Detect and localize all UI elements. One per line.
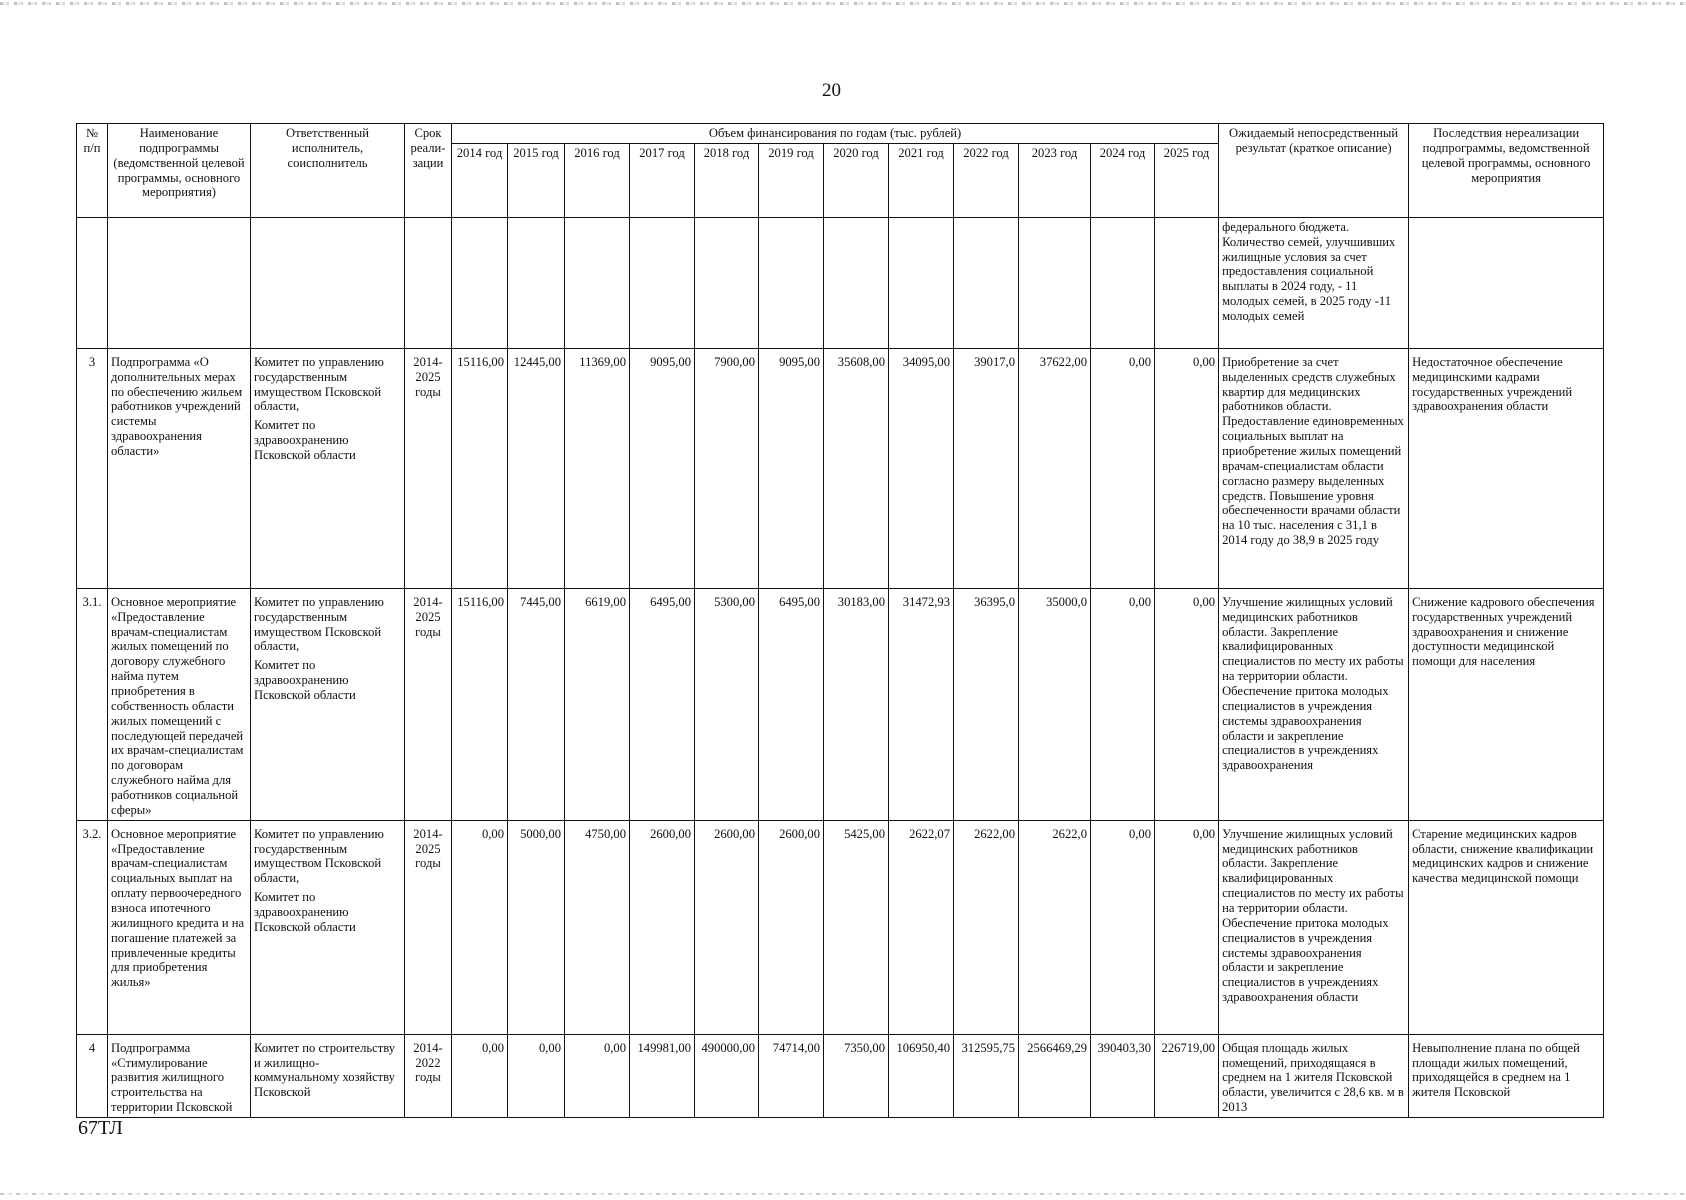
cell-result: Приобретение за счет выделенных средств служебных квартир для медицинских работников области. Предоставление единовременных социальных выплат на приобретение жилых помещений врачам-специалистам области согласно размеру выделенных средств. Повышение уровня обеспеченности врачами области на 10 тыс. населения с 31,1 в 2014 году до 38,9 в 2025 году (1219, 348, 1409, 588)
cell-value: 35000,0 (1019, 588, 1091, 820)
cell-value: 6495,00 (630, 588, 695, 820)
cell-value: 39017,0 (954, 348, 1019, 588)
cell-value (452, 217, 508, 348)
cell-consequences: Снижение кадрового обеспечения государственных учреждений здравоохранения и снижение доступности медицинской помощи для населения (1409, 588, 1604, 820)
cell-value: 0,00 (1155, 820, 1219, 1034)
cell-value: 490000,00 (695, 1034, 759, 1117)
cell-value: 0,00 (1091, 588, 1155, 820)
cell-value: 0,00 (565, 1034, 630, 1117)
executor-secondary: Комитет по здравоохранению Псковской области (254, 418, 356, 463)
cell-term (405, 217, 452, 348)
cell-result: Улучшение жилищных условий медицинских работников области. Закрепление квалифицированных специалистов по месту их работы на территории области. Обеспечение притока молодых специалистов в учреждения системы здравоохранения области и закрепление специалистов в учреждениях здравоохранения (1219, 588, 1409, 820)
cell-value: 30183,00 (824, 588, 889, 820)
cell-value: 0,00 (1091, 348, 1155, 588)
header-year: 2014 год (452, 143, 508, 217)
scan-edge-top (0, 2, 1686, 5)
header-term: Срок реали-зации (405, 124, 452, 218)
cell-num: 3 (77, 348, 108, 588)
cell-consequences: Старение медицинских кадров области, снижение квалификации медицинских кадров и снижение качества медицинской помощи (1409, 820, 1604, 1034)
cell-value (889, 217, 954, 348)
cell-value: 0,00 (1155, 348, 1219, 588)
table-row (77, 588, 1604, 820)
cell-value: 0,00 (508, 1034, 565, 1117)
cell-value: 15116,00 (452, 588, 508, 820)
header-year: 2018 год (695, 143, 759, 217)
cell-result: федерального бюджета. Количество семей, улучшивших жилищные условия за счет предоставления социальной выплаты в 2024 году, - 11 молодых семей, в 2025 году -11 молодых семей (1219, 217, 1409, 348)
cell-name: Подпрограмма «О дополнительных мерах по обеспечению жильем работников учреждений системы здравоохранения области» (108, 348, 251, 588)
cell-value: 2600,00 (630, 820, 695, 1034)
header-year: 2015 год (508, 143, 565, 217)
table-row (77, 348, 1604, 588)
header-funding: Объем финансирования по годам (тыс. рублей) (452, 124, 1219, 144)
cell-value (1155, 217, 1219, 348)
cell-name: Подпрограмма «Стимулирование развития жилищного строительства на территории Псковской (108, 1034, 251, 1117)
cell-term: 2014-2025 годы (405, 348, 452, 588)
cell-name (108, 217, 251, 348)
header-consequences: Последствия нереализации подпрограммы, ведомственной целевой программы, основного мероприятия (1409, 124, 1604, 218)
cell-value: 74714,00 (759, 1034, 824, 1117)
cell-value: 35608,00 (824, 348, 889, 588)
cell-value (759, 217, 824, 348)
header-year: 2016 год (565, 143, 630, 217)
executor-secondary: Комитет по здравоохранению Псковской области (254, 658, 356, 703)
header-year: 2024 год (1091, 143, 1155, 217)
cell-value: 226719,00 (1155, 1034, 1219, 1117)
cell-term: 2014-2022 годы (405, 1034, 452, 1117)
table-row-continuation (77, 217, 1604, 348)
cell-consequences (1409, 217, 1604, 348)
cell-num: 3.2. (77, 820, 108, 1034)
executor-primary: Комитет по управлению государственным имуществом Псковской области, (254, 826, 384, 886)
cell-name: Основное мероприятие «Предоставление врачам-специалистам социальных выплат на оплату первоочередного взноса ипотечного жилищного кредита и на погашение платежей за привлеченные кредиты для приобретения жилья» (108, 820, 251, 1034)
cell-value: 4750,00 (565, 820, 630, 1034)
cell-executor: Комитет по строительству и жилищно-коммунальному хозяйству Псковской (251, 1034, 405, 1117)
cell-value: 7350,00 (824, 1034, 889, 1117)
header-year: 2017 год (630, 143, 695, 217)
header-year: 2025 год (1155, 143, 1219, 217)
cell-value: 7900,00 (695, 348, 759, 588)
cell-value: 106950,40 (889, 1034, 954, 1117)
cell-num: 3.1. (77, 588, 108, 820)
table-row (77, 1034, 1604, 1117)
cell-value: 36395,0 (954, 588, 1019, 820)
cell-name: Основное мероприятие «Предоставление врачам-специалистам жилых помещений по договору служебного найма путем приобретения в собственность области жилых помещений с последующей передачей их врачам-специалистам по договорам служебного найма для работников социальной сферы» (108, 588, 251, 820)
cell-value: 15116,00 (452, 348, 508, 588)
cell-value (824, 217, 889, 348)
cell-value: 37622,00 (1019, 348, 1091, 588)
cell-value (565, 217, 630, 348)
page-number: 20 (822, 80, 841, 101)
cell-value: 6619,00 (565, 588, 630, 820)
header-num: № п/п (77, 124, 108, 218)
header-year: 2020 год (824, 143, 889, 217)
cell-executor (251, 348, 405, 588)
cell-value (630, 217, 695, 348)
scan-edge-bottom (0, 1193, 1686, 1195)
cell-term: 2014-2025 годы (405, 588, 452, 820)
cell-value: 12445,00 (508, 348, 565, 588)
table-row (77, 820, 1604, 1034)
cell-value: 0,00 (452, 820, 508, 1034)
cell-consequences: Недостаточное обеспечение медицинскими кадрами государственных учреждений здравоохранения области (1409, 348, 1604, 588)
cell-value: 2600,00 (759, 820, 824, 1034)
cell-value: 2600,00 (695, 820, 759, 1034)
executor-primary: Комитет по управлению государственным имуществом Псковской области, (254, 594, 384, 654)
cell-value: 31472,93 (889, 588, 954, 820)
cell-result: Улучшение жилищных условий медицинских работников области. Закрепление квалифицированных специалистов по месту их работы на территории области. Обеспечение притока молодых специалистов в учреждения системы здравоохранения области и закрепление специалистов в учреждениях здравоохранения области (1219, 820, 1409, 1034)
cell-value (695, 217, 759, 348)
cell-value: 2622,00 (954, 820, 1019, 1034)
cell-consequences: Невыполнение плана по общей площади жилых помещений, приходящейся в среднем на 1 жителя Псковской (1409, 1034, 1604, 1117)
cell-value: 5300,00 (695, 588, 759, 820)
cell-executor (251, 217, 405, 348)
cell-value: 2566469,29 (1019, 1034, 1091, 1117)
header-row-1 (77, 124, 1604, 144)
cell-value: 0,00 (452, 1034, 508, 1117)
cell-num: 4 (77, 1034, 108, 1117)
cell-result: Общая площадь жилых помещений, приходящаяся в среднем на 1 жителя Псковской области, увеличится с 28,6 кв. м в 2013 (1219, 1034, 1409, 1117)
header-year: 2021 год (889, 143, 954, 217)
cell-value: 9095,00 (759, 348, 824, 588)
cell-value: 34095,00 (889, 348, 954, 588)
header-result: Ожидаемый непосредственный результат (краткое описание) (1219, 124, 1409, 218)
cell-executor (251, 820, 405, 1034)
funding-table (76, 123, 1604, 1118)
cell-term: 2014-2025 годы (405, 820, 452, 1034)
cell-value: 11369,00 (565, 348, 630, 588)
cell-value: 390403,30 (1091, 1034, 1155, 1117)
document-code: 67ТЛ (78, 1117, 123, 1139)
cell-value: 2622,07 (889, 820, 954, 1034)
cell-value (1019, 217, 1091, 348)
cell-value: 0,00 (1155, 588, 1219, 820)
cell-value: 2622,0 (1019, 820, 1091, 1034)
cell-value: 5000,00 (508, 820, 565, 1034)
executor-primary: Комитет по управлению государственным имуществом Псковской области, (254, 354, 384, 414)
cell-executor (251, 588, 405, 820)
cell-value (508, 217, 565, 348)
header-year: 2023 год (1019, 143, 1091, 217)
header-year: 2019 год (759, 143, 824, 217)
cell-value: 312595,75 (954, 1034, 1019, 1117)
cell-value: 6495,00 (759, 588, 824, 820)
cell-value: 149981,00 (630, 1034, 695, 1117)
executor-secondary: Комитет по здравоохранению Псковской области (254, 890, 356, 934)
header-executor: Ответственный исполнитель, соисполнитель (251, 124, 405, 218)
cell-value (954, 217, 1019, 348)
header-name: Наименование подпрограммы (ведомственной целевой программы, основного мероприятия) (108, 124, 251, 218)
cell-num (77, 217, 108, 348)
cell-value: 0,00 (1091, 820, 1155, 1034)
header-year: 2022 год (954, 143, 1019, 217)
cell-value (1091, 217, 1155, 348)
cell-value: 5425,00 (824, 820, 889, 1034)
cell-value: 9095,00 (630, 348, 695, 588)
cell-value: 7445,00 (508, 588, 565, 820)
